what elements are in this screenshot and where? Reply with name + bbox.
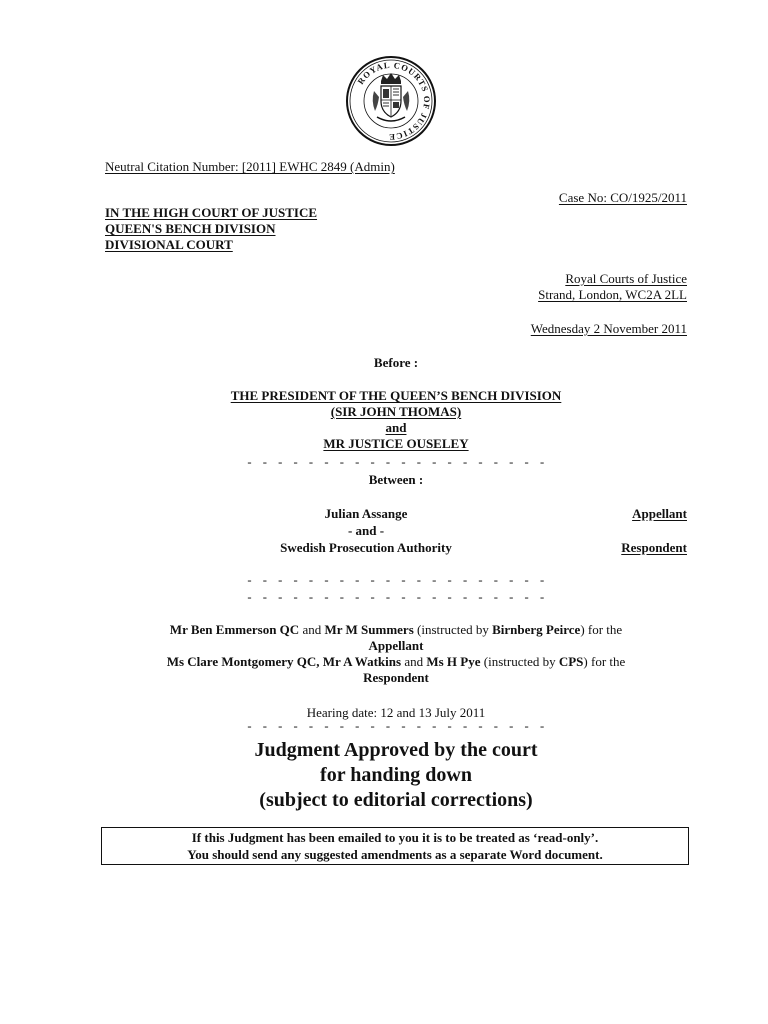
judgment-title [105, 738, 687, 813]
court-heading [105, 205, 317, 253]
address-line-1: Royal Courts of Justice [565, 271, 687, 286]
judgment-title-line-3: (subject to editorial corrections) [259, 789, 533, 811]
separator-1: - - - - - - - - - - - - - - - - - - - - [245, 456, 547, 470]
address-line-2: Strand, London, WC2A 2LL [538, 287, 687, 302]
between-label: Between : [368, 472, 424, 487]
counsel-appellant: Mr Ben Emmerson QC and Mr M Summers (instructed by Birnberg Peirce) for the [169, 622, 623, 637]
judges-block [105, 388, 687, 452]
respondent-row [105, 539, 687, 556]
parties-table [105, 505, 687, 556]
notice-line-1: If this Judgment has been emailed to you it is to be treated as ‘read-only’. [191, 830, 599, 845]
before-label: Before : [373, 355, 419, 370]
judgment-title-line-2: for handing down [320, 764, 472, 786]
royal-courts-seal [345, 55, 437, 147]
court-line-1: IN THE HIGH COURT OF JUSTICE [105, 205, 318, 220]
counsel-appellant-party: Appellant [368, 638, 424, 653]
respondent-role: Respondent [621, 540, 687, 555]
judge-line-2: (SIR JOHN THOMAS) [330, 404, 462, 419]
and-row [105, 522, 687, 539]
case-number: Case No: CO/1925/2011 [558, 190, 687, 205]
and-label: - and - [347, 523, 385, 538]
separator-3: - - - - - - - - - - - - - - - - - - - - [245, 591, 547, 605]
judgment-title-line-1: Judgment Approved by the court [254, 739, 538, 761]
counsel-respondent: Ms Clare Montgomery QC, Mr A Watkins and Ms H Pye (instructed by CPS) for the [166, 654, 626, 669]
read-only-notice [101, 827, 689, 865]
court-line-2: QUEEN'S BENCH DIVISION [105, 221, 276, 236]
seal-ring-text: ROYAL COURTS OF JUSTICE [355, 59, 433, 143]
appellant-name: Julian Assange [324, 506, 408, 521]
appellant-role: Appellant [632, 506, 687, 521]
judge-line-3: and [385, 420, 407, 435]
judge-line-4: MR JUSTICE OUSELEY [323, 436, 469, 451]
notice-line-2: You should send any suggested amendments as a separate Word document. [187, 847, 603, 862]
court-line-3: DIVISIONAL COURT [105, 237, 233, 252]
separator-2: - - - - - - - - - - - - - - - - - - - - [245, 574, 547, 588]
court-address [538, 271, 687, 303]
judgment-date: Wednesday 2 November 2011 [530, 321, 687, 336]
neutral-citation: Neutral Citation Number: [2011] EWHC 2849 (Admin) [105, 159, 395, 174]
counsel-respondent-party: Respondent [363, 670, 429, 685]
hearing-date: Hearing date: 12 and 13 July 2011 [306, 705, 486, 720]
separator-4: - - - - - - - - - - - - - - - - - - - - [245, 720, 547, 734]
counsel-block [105, 622, 687, 686]
judge-line-1: THE PRESIDENT OF THE QUEEN’S BENCH DIVISION [230, 388, 562, 403]
respondent-name: Swedish Prosecution Authority [280, 540, 452, 555]
appellant-row [105, 505, 687, 522]
coat-of-arms-icon [345, 55, 437, 147]
